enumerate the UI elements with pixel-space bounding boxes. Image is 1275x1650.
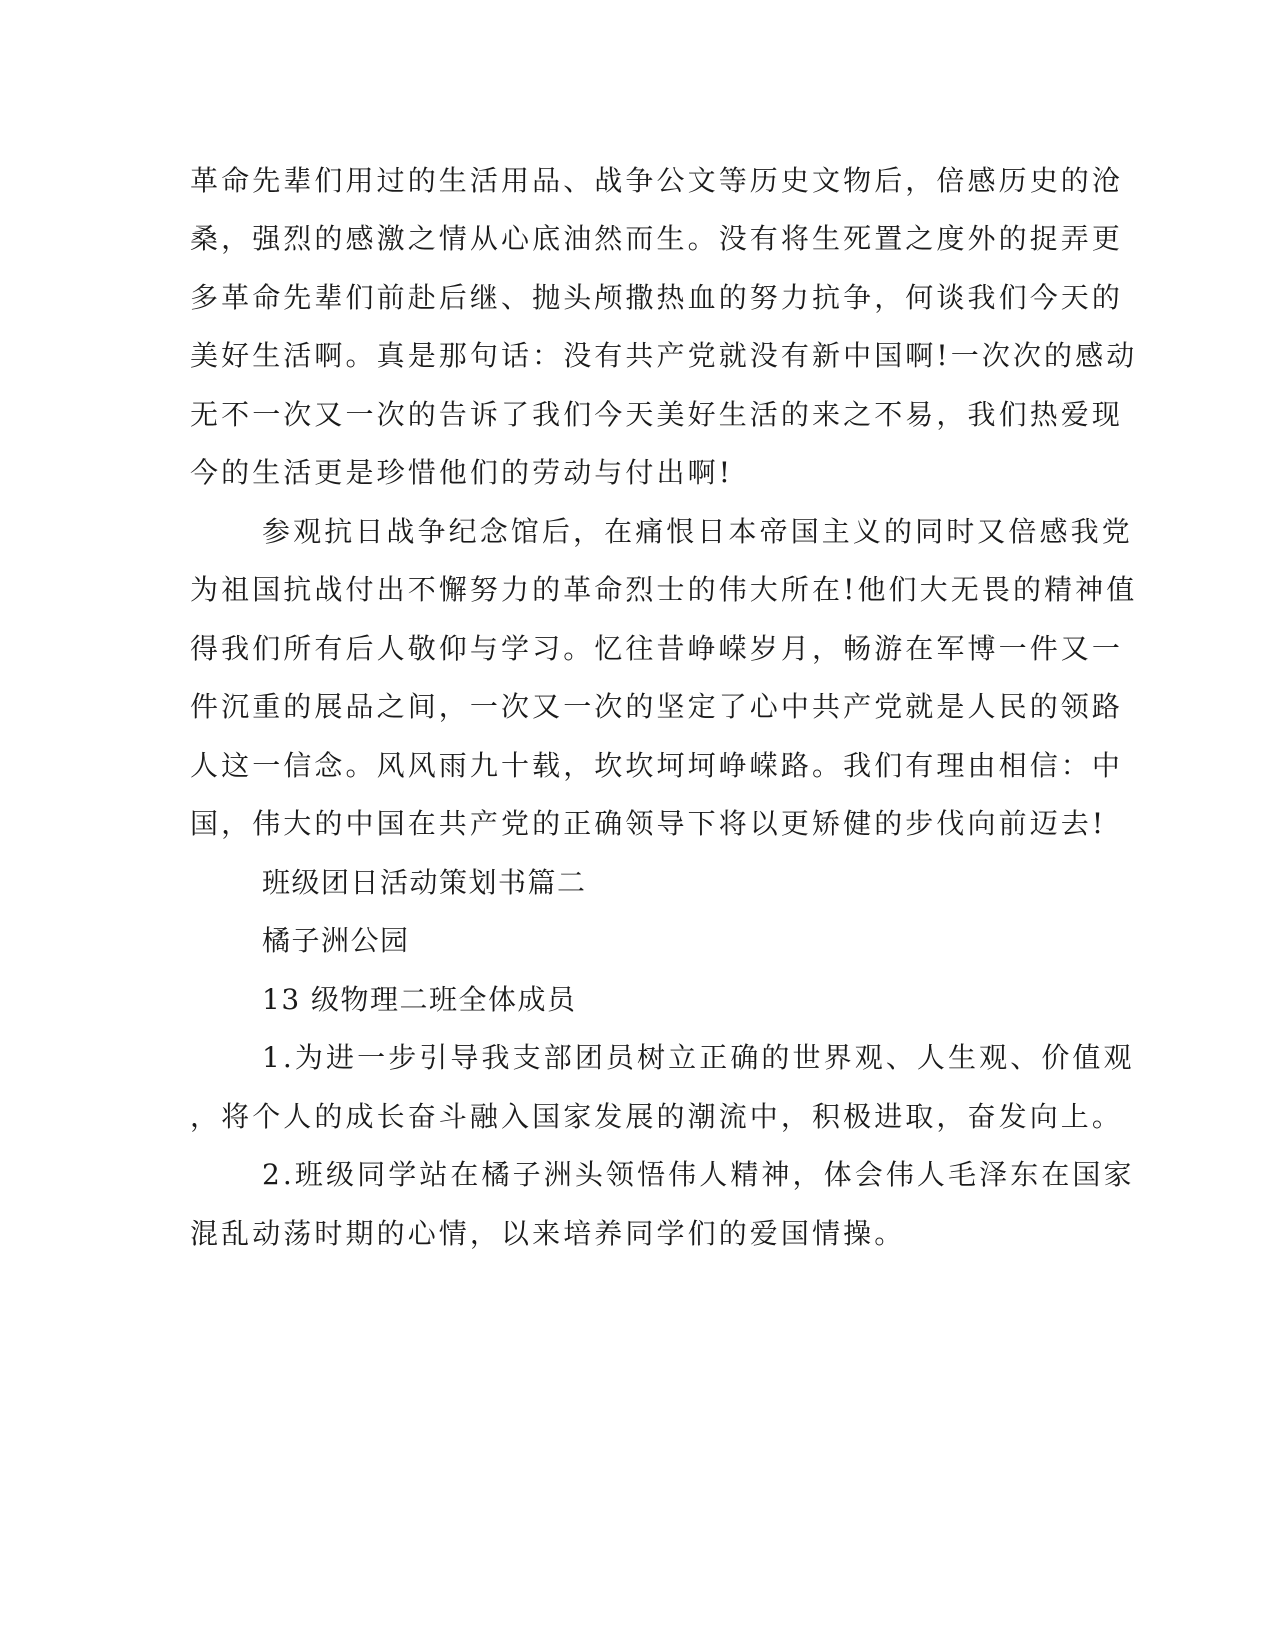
paragraph-1-line-6: 今的生活更是珍惜他们的劳动与付出啊! <box>190 456 734 489</box>
paragraph-2-line-3: 得我们所有后人敬仰与学习。忆往昔峥嵘岁月，畅游在军博一件又一 <box>190 632 1124 665</box>
location-line: 橘子洲公园 <box>262 924 410 957</box>
participants-line: 13 级物理二班全体成员 <box>262 983 577 1016</box>
purpose-1-line-1: 1.为进一步引导我支部团员树立正确的世界观、人生观、价值观 <box>262 1041 1135 1074</box>
paragraph-2-line-5: 人这一信念。风风雨九十载，坎坎坷坷峥嵘路。我们有理由相信：中 <box>190 749 1124 782</box>
paragraph-2-line-6: 国，伟大的中国在共产党的正确领导下将以更矫健的步伐向前迈去! <box>190 807 1107 840</box>
paragraph-2-line-1: 参观抗日战争纪念馆后，在痛恨日本帝国主义的同时又倍感我党 <box>262 515 1133 548</box>
purpose-2-line-2: 混乱动荡时期的心情，以来培养同学们的爱国情操。 <box>190 1217 906 1250</box>
paragraph-2-line-2: 为祖国抗战付出不懈努力的革命烈士的伟大所在!他们大无畏的精神值 <box>190 573 1138 606</box>
paragraph-2-line-4: 件沉重的展品之间，一次又一次的坚定了心中共产党就是人民的领路 <box>190 690 1124 723</box>
section-title: 班级团日活动策划书篇二 <box>262 866 587 899</box>
purpose-1-line-2: ，将个人的成长奋斗融入国家发展的潮流中，积极进取，奋发向上。 <box>190 1100 1124 1133</box>
paragraph-1-line-5: 无不一次又一次的告诉了我们今天美好生活的来之不易，我们热爱现 <box>190 398 1124 431</box>
paragraph-1-line-4: 美好生活啊。真是那句话：没有共产党就没有新中国啊!一次次的感动 <box>190 339 1138 372</box>
paragraph-1-line-2: 桑，强烈的感激之情从心底油然而生。没有将生死置之度外的捉弄更 <box>190 222 1124 255</box>
paragraph-1-line-3: 多革命先辈们前赴后继、抛头颅撒热血的努力抗争，何谈我们今天的 <box>190 281 1124 314</box>
paragraph-1-line-1: 革命先辈们用过的生活用品、战争公文等历史文物后，倍感历史的沧 <box>190 164 1124 197</box>
purpose-2-line-1: 2.班级同学站在橘子洲头领悟伟人精神，体会伟人毛泽东在国家 <box>262 1158 1135 1191</box>
